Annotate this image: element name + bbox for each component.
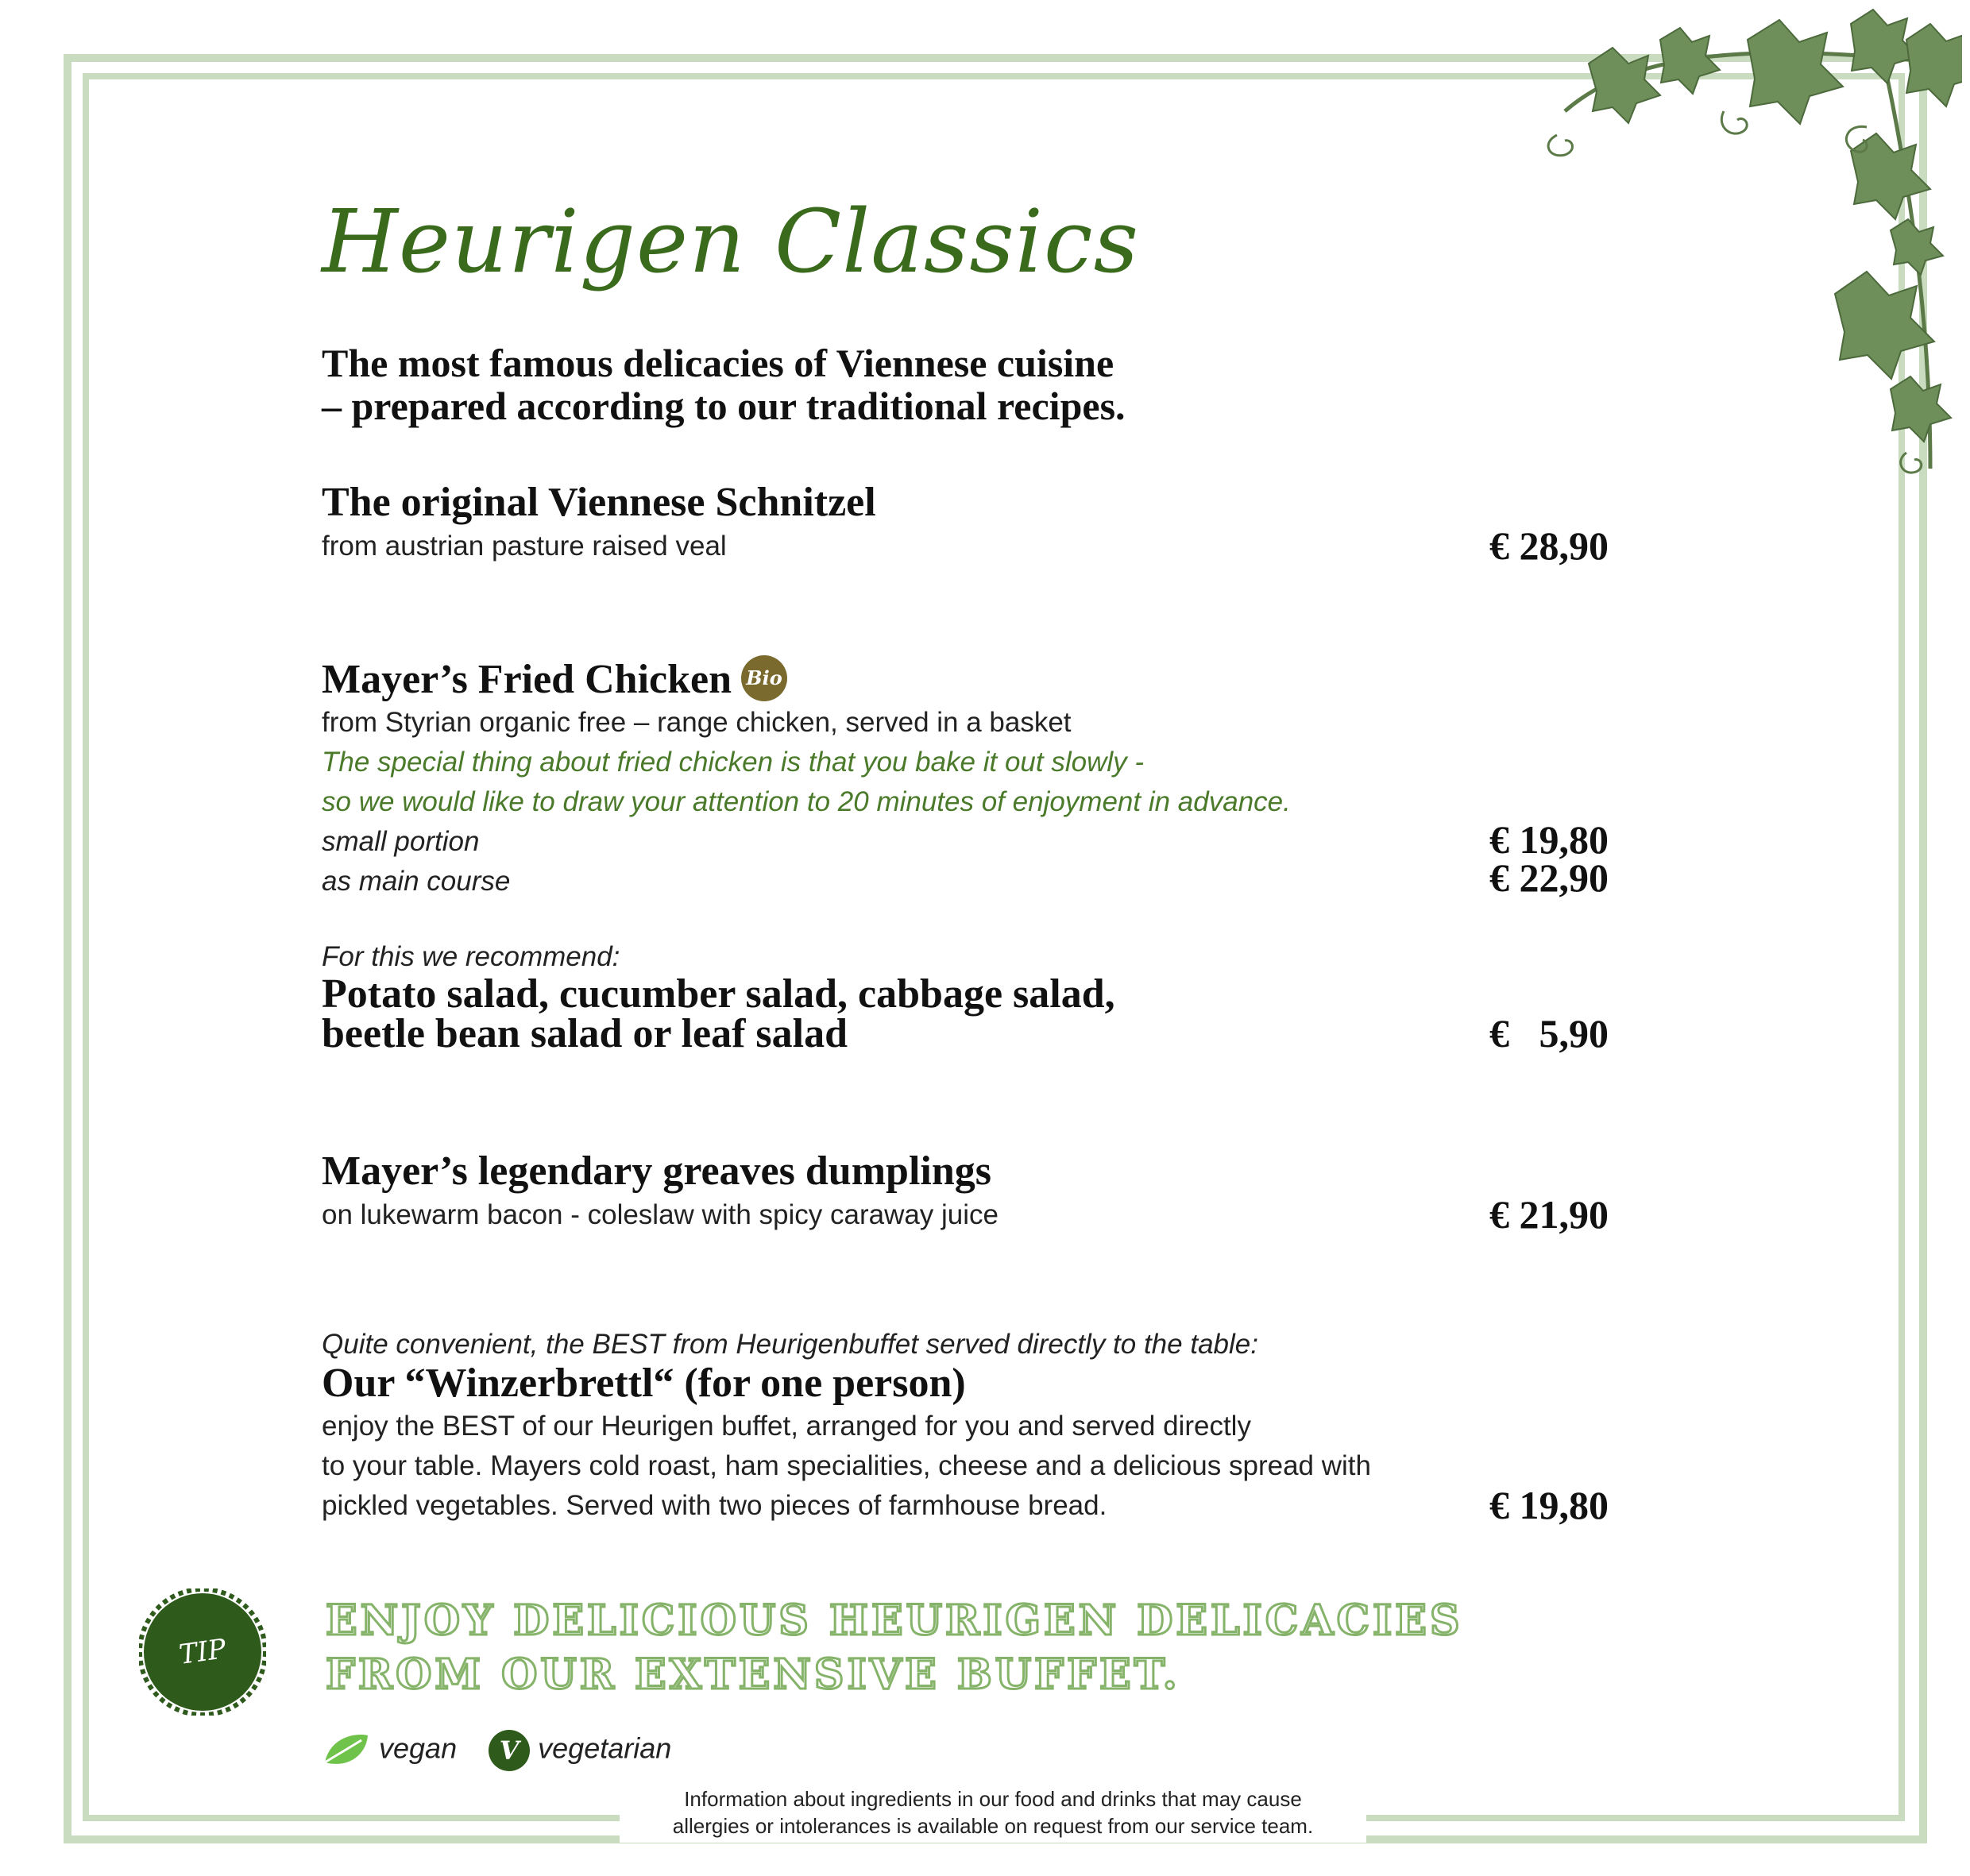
price-small-portion: € 19,80 <box>1489 817 1609 862</box>
dish-name-fried-chicken <box>322 656 787 706</box>
intro-line-2: – prepared according to our traditional recipes. <box>322 384 1126 428</box>
dish-desc-dumplings: on lukewarm bacon - coleslaw with spicy caraway juice <box>322 1199 999 1230</box>
dish-desc-winzerbrettl-3: pickled vegetables. Served with two pieces of farmhouse bread. <box>322 1490 1107 1521</box>
price-main-course: € 22,90 <box>1489 855 1609 900</box>
dish-desc-winzerbrettl-1: enjoy the BEST of our Heurigen buffet, arranged for you and served directly <box>322 1411 1251 1442</box>
vegetarian-icon: V <box>489 1730 530 1771</box>
dish-desc-fried-chicken: from Styrian organic free – range chicken, served in a basket <box>322 707 1072 738</box>
tip-line-2: FROM OUR EXTENSIVE BUFFET. <box>326 1650 1180 1699</box>
winzerbrettl-intro: Quite convenient, the BEST from Heurigenbuffet served directly to the table: <box>322 1329 1258 1360</box>
recommend-label: For this we recommend: <box>322 941 620 972</box>
option-main-course: as main course <box>322 866 511 897</box>
page-title: Heurigen Classics <box>322 191 1140 292</box>
dish-name-dumplings: Mayer’s legendary greaves dumplings <box>322 1148 991 1194</box>
salad-line-1: Potato salad, cucumber salad, cabbage salad, <box>322 971 1115 1017</box>
tip-line-1: ENJOY DELICIOUS HEURIGEN DELICACIES <box>326 1596 1463 1645</box>
intro-line-1: The most famous delicacies of Viennese cuisine <box>322 341 1114 385</box>
legend-vegetarian-label: vegetarian <box>538 1731 672 1765</box>
price-schnitzel: € 28,90 <box>1489 523 1609 568</box>
legend <box>322 1730 671 1771</box>
dish-name-schnitzel: The original Viennese Schnitzel <box>322 480 876 525</box>
tip-badge-label: TIP <box>177 1633 228 1671</box>
salad-line-2: beetle bean salad or leaf salad <box>322 1011 848 1056</box>
legend-vegan-label: vegan <box>379 1731 458 1765</box>
option-small-portion: small portion <box>322 826 480 857</box>
allergy-line-1: Information about ingredients in our food and drinks that may cause <box>684 1787 1302 1811</box>
dish-desc-schnitzel: from austrian pasture raised veal <box>322 531 727 562</box>
price-dumplings: € 21,90 <box>1489 1192 1609 1237</box>
dish-note-fried-chicken-2: so we would like to draw your attention to 20 minutes of enjoyment in advance. <box>322 786 1291 817</box>
dish-note-fried-chicken-1: The special thing about fried chicken is that you bake it out slowly - <box>322 747 1144 778</box>
allergy-info <box>628 1785 1358 1839</box>
dish-desc-winzerbrettl-2: to your table. Mayers cold roast, ham specialities, cheese and a delicious spread with <box>322 1450 1371 1481</box>
dish-name-winzerbrettl: Our “Winzerbrettl“ (for one person) <box>322 1361 966 1406</box>
allergy-line-2: allergies or intolerances is available on request from our service team. <box>672 1814 1314 1838</box>
bio-badge: Bio <box>741 655 787 701</box>
dish-name-fried-chicken-label: Mayer’s Fried Chicken <box>322 657 732 702</box>
tip-badge <box>139 1588 266 1716</box>
vegan-leaf-icon <box>322 1731 371 1770</box>
vine-decoration-icon <box>1533 8 1962 484</box>
price-salad: € 5,90 <box>1489 1011 1609 1056</box>
price-winzerbrettl: € 19,80 <box>1489 1483 1609 1527</box>
